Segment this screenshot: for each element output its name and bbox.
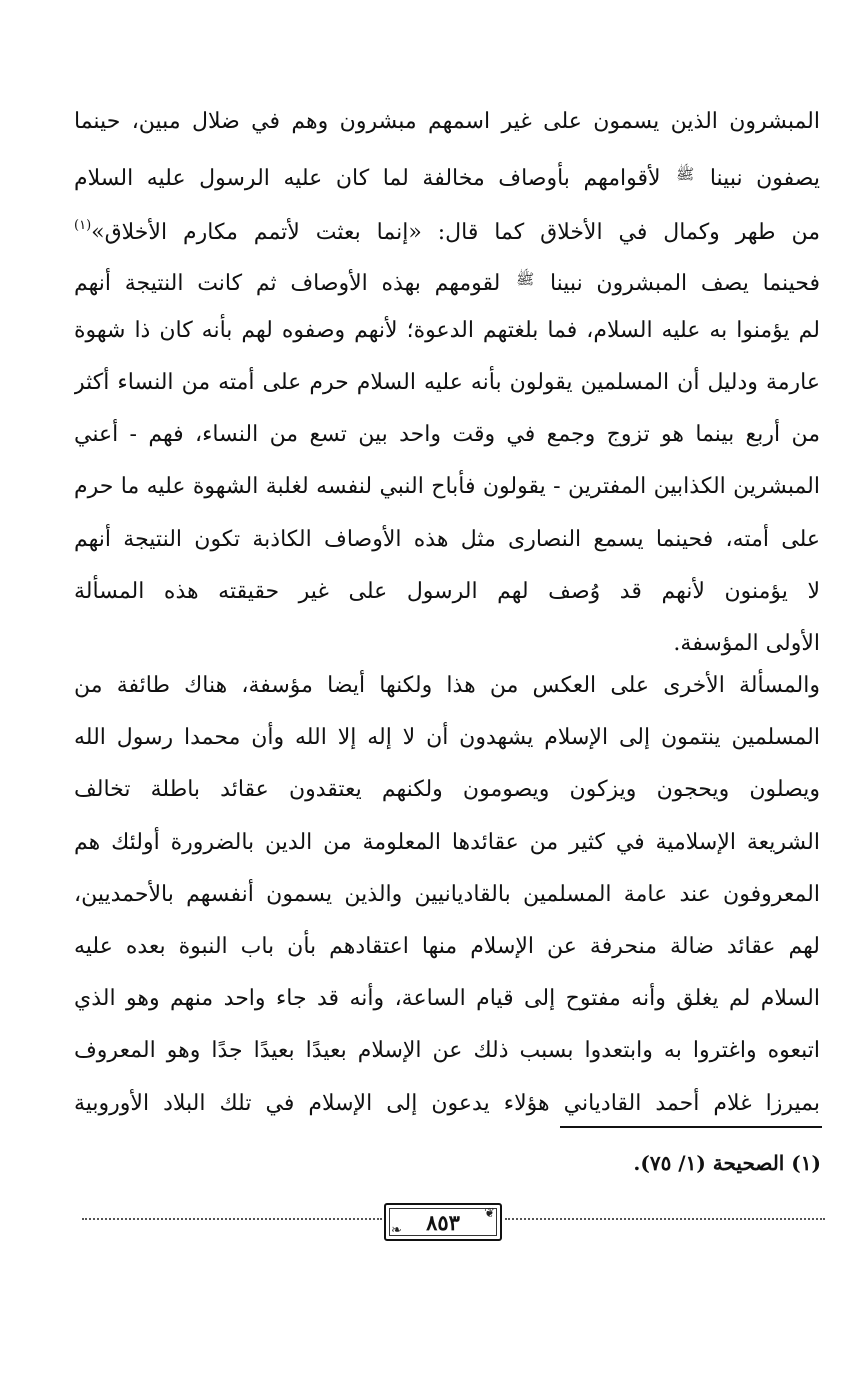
text-line [74,200,820,252]
text-line: السلام لم يغلق وأنه مفتوح إلى قيام الساعة، وأنه قد جاء واحد منهم وهو الذي [74,986,820,1012]
text-line: الأولى المؤسفة. [673,630,820,656]
text-line [74,148,820,200]
line-text: لقومهم بهذه الأوصاف ثم كانت النتيجة أنهم [74,270,501,296]
paragraph-1 [74,96,820,670]
paragraph-2 [74,660,820,1130]
salawat-symbol: ﷺ [676,165,695,184]
page-number: ٨٥٣ [426,1210,460,1235]
text-line: على أمته، فحينما يسمع النصارى مثل هذه الأوصاف الكاذبة تكون النتيجة أنهم [74,526,820,552]
dotted-rule-left [82,1218,382,1220]
text-line: المعروفون عند عامة المسلمين بالقاديانيين والذين يسمون أنفسهم بالأحمديين، [74,881,820,907]
text-line: الشريعة الإسلامية في كثير من عقائدها المعلومة من الدين بالضرورة أولئك هم [74,829,820,855]
text-line: المسلمين ينتمون إلى الإسلام يشهدون أن لا إله إلا الله وأن محمدا رسول الله [74,725,820,751]
line-text: من طهر وكمال في الأخلاق كما قال: «إنما بعثت لأتمم مكارم الأخلاق» [91,220,820,246]
page-number-frame [384,1203,502,1241]
text-line: لهم عقائد ضالة منحرفة عن الإسلام منها اعتقادهم بأن باب النبوة بعده عليه [74,933,820,959]
text-line: لم يؤمنوا به عليه السلام، فما بلغتهم الدعوة؛ لأنهم وصفوه لهم بأنه كان ذا شهوة [74,317,820,343]
floral-ornament-icon: ❧ [391,1223,402,1238]
text-line: لا يؤمنون لأنهم قد وُصف لهم الرسول على غير حقيقته هذه المسألة [74,578,820,604]
text-line: من أربع بينما هو تزوج وجمع في وقت واحد بين تسع من النساء، فهم - أعني [74,422,820,448]
text-line [74,253,820,305]
text-line: ويصلون ويحجون ويزكون ويصومون ولكنهم يعتقدون عقائد باطلة تخالف [74,777,820,803]
floral-ornament-icon: ❦ [484,1206,495,1221]
footnote: (١) الصحيحة (١/ ٧٥). [633,1151,821,1175]
salawat-symbol: ﷺ [516,269,535,288]
text-line: المبشرون الذين يسمون على غير اسمهم مبشرون وهم في ضلال مبين، حينما [74,109,820,134]
dotted-rule-right [505,1218,825,1220]
footnote-reference[interactable]: (١) [74,218,92,234]
line-text: يصفون نبينا [709,166,820,192]
text-line: بميرزا غلام أحمد القادياني هؤلاء يدعون إلى الإسلام في تلك البلاد الأوروبية [74,1090,820,1116]
text-line: والمسألة الأخرى على العكس من هذا ولكنها أيضا مؤسفة، هناك طائفة من [74,673,820,698]
text-line: المبشرين الكذابين المفترين - يقولون فأباح النبي لنفسه لغلبة الشهوة عليه ما حرم [74,474,820,500]
line-text: فحينما يصف المبشرون نبينا [549,270,820,296]
footnote-separator [560,1126,822,1128]
text-line: اتبعوه واغتروا به وابتعدوا بسبب ذلك عن الإسلام بعيدًا بعيدًا جدًا وهو المعروف [74,1038,820,1064]
text-line: عارمة ودليل أن المسلمين يقولون بأنه عليه السلام حرم على أمته من النساء أكثر [74,369,820,395]
line-text: لأقوامهم بأوصاف مخالفة لما كان عليه الرسول عليه السلام [74,166,661,192]
